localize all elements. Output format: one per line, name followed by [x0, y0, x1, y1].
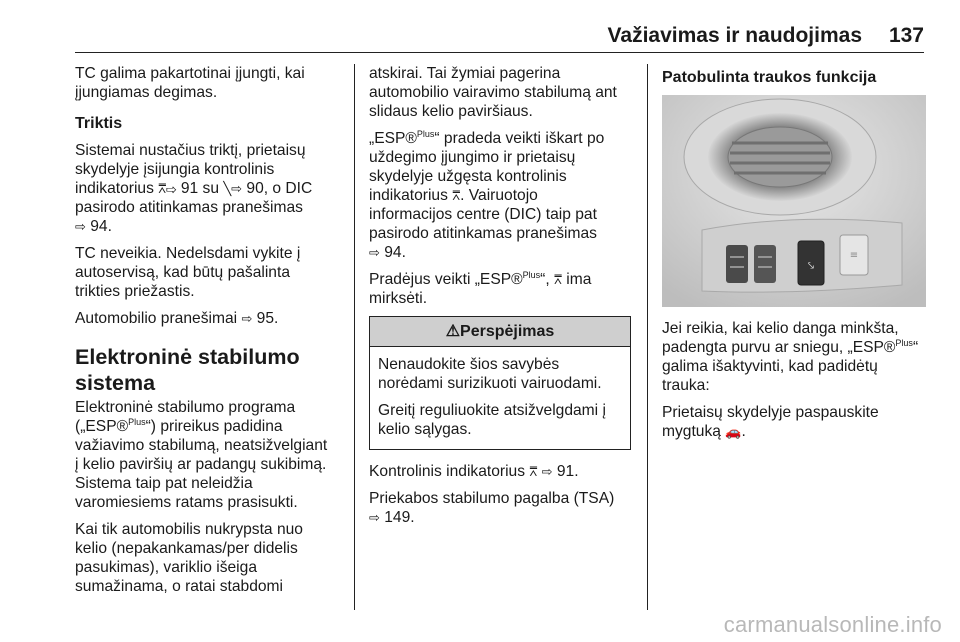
reference-arrow-icon: ⇨ [166, 181, 177, 196]
reference-arrow-icon: ⇨ [75, 219, 86, 234]
column-divider-2 [647, 64, 648, 610]
column-3 [662, 64, 926, 449]
paragraph-fault: Sistemai nustačius triktį, prietaisų skydelyje įsijungia kontrolinis indikatorius ⩞⇨ 91 su ╲⇨ 90, o DIC pasirodo atitinkamas pranešimas ⇨ 94. [75, 142, 313, 235]
column-1 [75, 64, 345, 604]
reference-arrow-icon: ⇨ [241, 311, 253, 326]
paragraph-esc-continue: atskirai. Tai žymiai pagerina automobilio vairavimo stabilumą ant slidaus kelio paviršiaus. [369, 65, 617, 120]
column-2 [369, 64, 631, 535]
paragraph-indicator-ref: Kontrolinis indikatorius ⩞ ⇨ 91. [369, 463, 579, 480]
reference-arrow-icon: ⇨ [369, 245, 380, 260]
svg-text:⤥: ⤥ [807, 259, 815, 272]
paragraph-esc-flash: Pradėjus veikti „ESP®$^{Plus}$“, ⩞ ima mirksėti. [369, 269, 592, 307]
esp-indicator-icon: ⩞ [158, 181, 167, 196]
esp-indicator-icon: ⩞ [554, 272, 562, 287]
page-number: 137 [888, 24, 924, 47]
reference-arrow-icon: ⇨ [231, 181, 243, 196]
esp-indicator-icon: ⩞ [529, 464, 538, 479]
paragraph-esc-veer: Kai tik automobilis nukrypsta nuo kelio (nepakankamas/per didelis pasukimas), variklio išeiga sumažinama, o ratai stabdomi [75, 521, 303, 595]
heading-enhanced-traction: Patobulinta traukos funkcija [662, 69, 877, 86]
paragraph-esc-intro: Elektroninė stabilumo programa („ESP®$^{Plus}$“) prireikus padidina važiavimo stabilumą, neatsižvelgiant į kelio paviršių ar padangų sukibimą. Sistema taip pat neleidžia varomiesiems ratams prasisukti. [75, 399, 328, 511]
svg-text:≡: ≡ [849, 250, 859, 261]
paragraph-tc-reenable: TC galima pakartotinai įjungti, kai įjungiamas degimas. [75, 65, 305, 101]
tc-off-indicator-icon: ╲ [223, 181, 232, 196]
heading-fault: Triktis [75, 115, 123, 132]
column-divider-1 [354, 64, 355, 610]
warning-triangle-icon: ⚠ [445, 323, 461, 340]
page-title: Važiavimas ir naudojimas [607, 24, 862, 47]
paragraph-enhanced-traction: Jei reikia, kai kelio danga minkšta, padengta purvu ar sniegu, „ESP®$^{Plus}$“ galima išaktyvinti, kad padidėtų trauka: [662, 320, 919, 394]
paragraph-vehicle-messages: Automobilio pranešimai ⇨ 95. [75, 310, 279, 327]
reference-arrow-icon: ⇨ [541, 464, 553, 479]
page-header [75, 24, 924, 48]
esp-indicator-icon: ⩞ [452, 188, 461, 203]
warning-header: ⚠Perspėjimas [370, 317, 630, 347]
warning-box [369, 316, 631, 450]
dashboard-switch-photo [662, 95, 926, 307]
paragraph-press-button: Prietaisų skydelyje paspauskite mygtuką 🚗. [662, 404, 879, 440]
traction-button-icon: 🚗 [725, 424, 742, 439]
watermark-logo: carmanualsonline.info [723, 612, 942, 637]
paragraph-tsa: Priekabos stabilumo pagalba (TSA) ⇨ 149. [369, 490, 615, 526]
reference-arrow-icon: ⇨ [369, 510, 380, 525]
paragraph-esc-start: „ESP®$^{Plus}$“ pradeda veikti iškart po uždegimo įjungimo ir prietaisų skydelyje užgęsta kontrolinis indikatorius ⩞. Vairuotojo informacijos centre (DIC) taip pat pasirodo atitinkamas pranešimas ⇨ 94. [369, 128, 605, 261]
heading-esc: Elektroninė stabilumo sistema [75, 345, 300, 395]
header-rule [75, 52, 924, 53]
paragraph-tc-inactive: TC neveikia. Nedelsdami vykite į autoservisą, kad būtų pašalinta trikties priežastis. [75, 245, 301, 300]
warning-body: Nenaudokite šios savybės norėdami surizikuoti vairuodami. Greitį reguliuokite atsižvelgdami į kelio sąlygas. [378, 356, 606, 438]
